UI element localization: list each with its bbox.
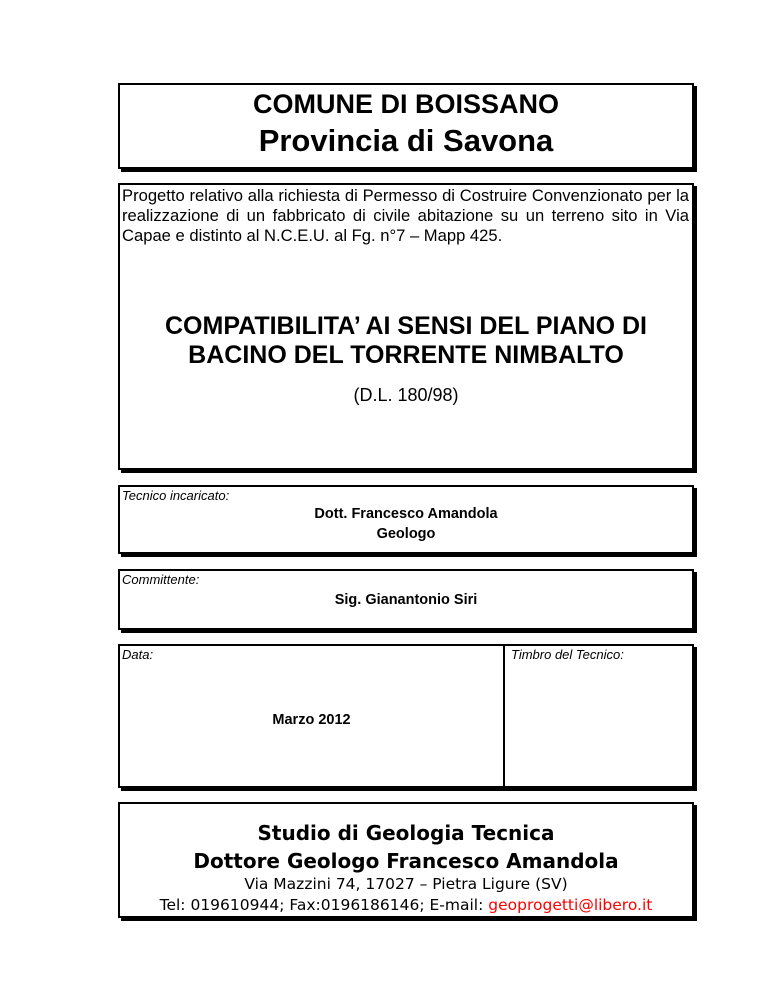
studio-address: Via Mazzini 74, 17027 – Pietra Ligure (SV) xyxy=(244,875,568,893)
tecnico-role: Geologo xyxy=(376,526,436,542)
studio-box xyxy=(118,802,694,918)
tecnico-name: Dott. Francesco Amandola xyxy=(314,506,498,522)
data-box xyxy=(118,644,694,788)
committente-name: Sig. Gianantonio Siri xyxy=(334,592,478,608)
data-label: Data: xyxy=(122,647,154,662)
studio-name-line1: Studio di Geologia Tecnica xyxy=(257,821,555,845)
provincia-title: Provincia di Savona xyxy=(258,123,554,158)
document-title-line1: COMPATIBILITA’ AI SENSI DEL PIANO DI xyxy=(165,312,647,340)
project-description: Progetto relativo alla richiesta di Permesso di Costruire Convenzionato per la realizzazione di un fabbricato di civile abitazione su un terreno sito in Via Capae e distinto al N.C.E.U. al Fg. n°7 – Mapp 425. xyxy=(122,186,689,245)
document-title xyxy=(120,312,692,370)
studio-contacts xyxy=(120,896,692,914)
timbro-label: Timbro del Tecnico: xyxy=(511,647,624,662)
studio-contacts-text: Tel: 019610944; Fax:0196186146; E-mail: xyxy=(159,896,489,914)
project-box xyxy=(118,183,694,470)
tecnico-box xyxy=(118,485,694,554)
data-value: Marzo 2012 xyxy=(272,712,351,728)
committente-label: Committente: xyxy=(122,572,200,587)
tecnico-label: Tecnico incaricato: xyxy=(122,488,230,503)
comune-title: COMUNE DI BOISSANO xyxy=(252,89,560,119)
document-subtitle: (D.L. 180/98) xyxy=(353,385,459,405)
data-divider xyxy=(503,646,505,786)
header-box xyxy=(118,83,694,169)
document-title-line2: BACINO DEL TORRENTE NIMBALTO xyxy=(188,341,624,369)
committente-box xyxy=(118,569,694,630)
studio-name-line2: Dottore Geologo Francesco Amandola xyxy=(193,849,619,873)
studio-email-link[interactable]: geoprogetti@libero.it xyxy=(488,896,653,914)
